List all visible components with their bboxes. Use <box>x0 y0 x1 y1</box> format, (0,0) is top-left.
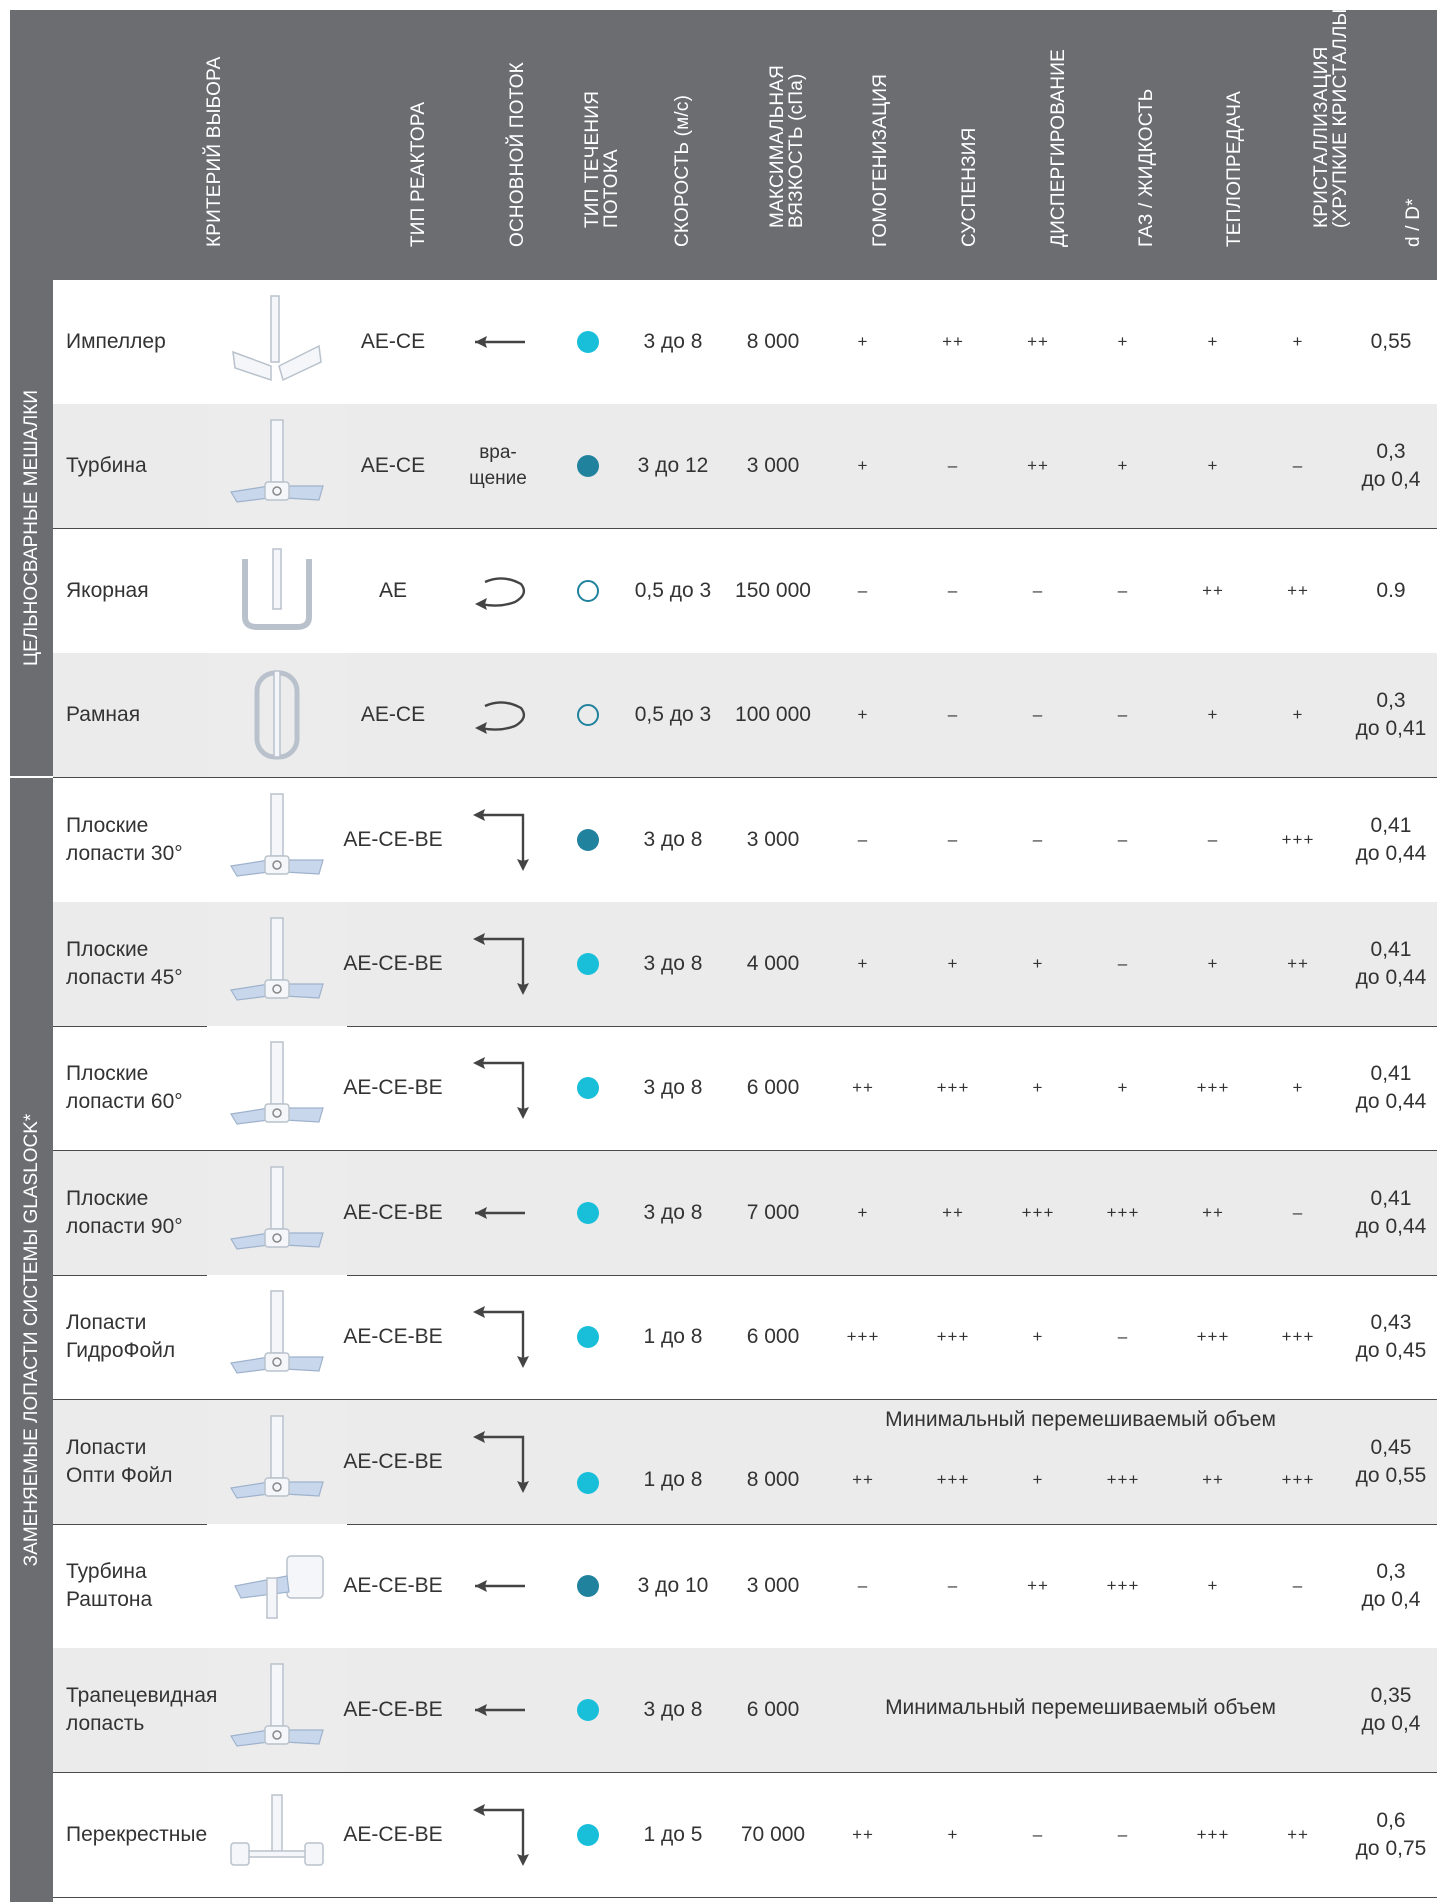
main-flow: вра- щение <box>469 442 527 490</box>
homogenization-rating: + <box>857 1202 869 1222</box>
transition-flow-dot <box>577 1575 599 1597</box>
table-row <box>53 778 1437 903</box>
main-flow <box>448 902 548 1026</box>
group-glaslock: ЗАМЕНЯЕМЫЕ ЛОПАСТИ СИСТЕМЫ GLASLOCK* <box>10 778 53 1902</box>
header-suspension: СУСПЕНЗИЯ <box>959 127 980 247</box>
crystallization-rating: – <box>1292 456 1304 476</box>
heat-transfer-rating: – <box>1207 829 1219 849</box>
dispersion-rating: + <box>1032 1078 1044 1098</box>
optifoil-icon <box>227 1412 327 1512</box>
heat-transfer-rating: +++ <box>1196 1327 1230 1347</box>
agitator-name: Якорная <box>66 578 149 602</box>
suspension-rating: ++ <box>942 332 964 351</box>
group-welded: ЦЕЛЬНОСВАРНЫЕ МЕШАЛКИ <box>10 280 53 778</box>
flow-type-indicator <box>563 1524 613 1648</box>
agitator-name: Турбина <box>66 454 147 478</box>
flow-type-indicator <box>563 1400 613 1524</box>
ratio-value: 0,55 <box>1370 330 1412 353</box>
main-flow <box>448 280 548 404</box>
ratio-value: 0,3 до 0,41 <box>1355 689 1427 741</box>
suspension-rating: ++ <box>942 1202 964 1222</box>
crystallization-rating: + <box>1292 332 1304 351</box>
main-flow <box>448 1524 548 1648</box>
reactor-type: AE-CE-BE <box>343 827 443 851</box>
agitator-name: Плоские лопасти 60° <box>66 1062 183 1114</box>
viscosity-value: 3 000 <box>746 827 800 851</box>
flow-type-indicator <box>563 1773 613 1897</box>
reactor-type: AE-CE <box>360 330 426 353</box>
agitator-image <box>207 1648 347 1772</box>
homogenization-rating: + <box>857 954 869 973</box>
reactor-type: AE-CE-BE <box>343 1698 443 1722</box>
table-row <box>53 280 1437 405</box>
radial-flow-icon <box>463 1675 533 1745</box>
ratio-value: 0,35 до 0,4 <box>1361 1684 1421 1736</box>
agitator-image <box>207 1524 347 1648</box>
agitator-name: Лопасти ГидроФойл <box>66 1311 176 1363</box>
gas-liquid-rating: – <box>1117 1824 1129 1844</box>
suspension-rating: – <box>947 1576 959 1595</box>
flow-type-indicator <box>563 778 613 902</box>
crystallization-rating: ++ <box>1287 580 1309 600</box>
reactor-type: AE-CE <box>360 703 426 727</box>
speed-value: 0,5 до 3 <box>634 578 712 602</box>
ratio-value: 0,41 до 0,44 <box>1355 938 1427 989</box>
reactor-type: AE <box>378 578 407 602</box>
crystallization-rating: +++ <box>1281 1469 1315 1489</box>
crystallization-rating: +++ <box>1281 829 1315 849</box>
speed-value: 1 до 5 <box>643 1822 703 1846</box>
viscosity-value: 6 000 <box>746 1698 800 1722</box>
header-speed: СКОРОСТЬ (м/с) <box>672 94 693 247</box>
reactor-type: AE-CE-BE <box>343 1325 443 1349</box>
heat-transfer-rating: + <box>1207 456 1219 476</box>
turbine-icon <box>227 416 327 516</box>
ratio-value: 0.9 <box>1376 578 1406 602</box>
reactor-type: AE-CE-BE <box>343 1822 443 1846</box>
agitator-image <box>207 1026 347 1150</box>
speed-value: 3 до 8 <box>643 1076 703 1100</box>
radial-flow-icon <box>463 1551 533 1621</box>
laminar-flow-dot <box>577 580 599 602</box>
dispersion-rating: – <box>1032 580 1044 600</box>
agitator-name: Плоские лопасти 30° <box>66 813 183 865</box>
agitator-image <box>207 529 347 653</box>
agitator-name: Турбина Раштона <box>66 1560 153 1611</box>
axial-radial-flow-icon <box>463 1800 533 1870</box>
homogenization-rating: – <box>857 829 869 849</box>
homogenization-rating: + <box>857 705 869 725</box>
rushton-icon <box>227 1536 327 1636</box>
reactor-type: AE-CE-BE <box>343 1200 443 1224</box>
gas-liquid-rating: – <box>1117 580 1129 600</box>
radial-flow-icon <box>463 1178 533 1248</box>
table-row <box>53 1151 1437 1276</box>
agitator-image <box>207 404 347 528</box>
header-crystallization: КРИСТАЛЛИЗАЦИЯ (ХРУПКИЕ КРИСТАЛЛЫ) <box>1311 1 1351 228</box>
agitator-name: Плоские лопасти 45° <box>66 938 183 989</box>
reactor-type: AE-CE-BE <box>343 1574 443 1597</box>
ratio-value: 0,3 до 0,4 <box>1361 1560 1421 1611</box>
gas-liquid-rating: – <box>1117 954 1129 973</box>
homogenization-rating: ++ <box>852 1078 874 1098</box>
speed-value: 0,5 до 3 <box>634 703 712 727</box>
agitator-image <box>207 1275 347 1399</box>
speed-value: 3 до 8 <box>643 952 703 975</box>
dispersion-rating: + <box>1032 1469 1044 1489</box>
table-row <box>53 1026 1437 1151</box>
heat-transfer-rating: +++ <box>1196 1824 1230 1844</box>
agitator-image <box>207 653 347 777</box>
speed-value: 3 до 8 <box>643 1698 703 1722</box>
dispersion-rating: – <box>1032 829 1044 849</box>
gas-liquid-rating: + <box>1117 332 1129 351</box>
axial-radial-flow-icon <box>463 805 533 875</box>
speed-value: 1 до 8 <box>643 1467 703 1491</box>
heat-transfer-rating: + <box>1207 705 1219 725</box>
crystallization-rating: – <box>1292 1576 1304 1595</box>
suspension-rating: +++ <box>936 1078 970 1098</box>
turbulent-flow-dot <box>577 1077 599 1099</box>
cross-icon <box>227 1785 327 1885</box>
blade-60-icon <box>227 1038 327 1138</box>
rotation-flow-icon <box>463 680 533 750</box>
reactor-type: AE-CE <box>360 454 426 478</box>
dispersion-rating: ++ <box>1027 332 1049 351</box>
speed-value: 3 до 8 <box>643 1200 703 1224</box>
flow-type-indicator <box>563 1151 613 1275</box>
agitator-image <box>207 1151 347 1275</box>
transition-flow-dot <box>577 829 599 851</box>
viscosity-value: 6 000 <box>746 1325 800 1349</box>
table-row <box>53 404 1437 529</box>
viscosity-value: 150 000 <box>735 578 811 602</box>
turbulent-flow-dot <box>577 1699 599 1721</box>
viscosity-value: 6 000 <box>746 1076 800 1100</box>
rotation-flow-icon <box>463 556 533 626</box>
speed-value: 3 до 12 <box>637 454 709 478</box>
flow-type-indicator <box>563 1026 613 1150</box>
heat-transfer-rating: ++ <box>1202 580 1224 600</box>
agitator-name: Перекрестные <box>66 1822 208 1846</box>
table-row <box>53 529 1437 654</box>
header-gas-liquid: ГАЗ / ЖИДКОСТЬ <box>1136 88 1157 247</box>
dispersion-rating: ++ <box>1027 1576 1049 1595</box>
dispersion-rating: ++ <box>1027 456 1049 476</box>
agitator-image <box>207 902 347 1026</box>
gas-liquid-rating: – <box>1117 829 1129 849</box>
header-ratio: d / D* <box>1403 198 1424 247</box>
min-volume-note: Минимальный перемешиваемый объем <box>885 1696 1276 1720</box>
suspension-rating: +++ <box>936 1327 970 1347</box>
agitator-name: Импеллер <box>66 330 166 353</box>
heat-transfer-rating: ++ <box>1202 1202 1224 1222</box>
suspension-rating: – <box>947 580 959 600</box>
homogenization-rating: + <box>857 456 869 476</box>
gas-liquid-rating: – <box>1117 705 1129 725</box>
viscosity-value: 3 000 <box>746 454 800 478</box>
main-flow <box>448 1151 548 1275</box>
header-flow-type: ТИП ТЕЧЕНИЯ ПОТОКА <box>582 90 622 228</box>
axial-radial-flow-icon <box>463 1302 533 1372</box>
turbulent-flow-dot <box>577 1202 599 1224</box>
flow-type-indicator <box>563 902 613 1026</box>
header-homogenization: ГОМОГЕНИЗАЦИЯ <box>870 73 891 247</box>
ratio-value: 0,41 до 0,44 <box>1355 1186 1427 1238</box>
header-viscosity: МАКСИМАЛЬНАЯ ВЯЗКОСТЬ (сПа) <box>767 64 807 228</box>
gas-liquid-rating: + <box>1117 456 1129 476</box>
axial-radial-flow-icon <box>463 929 533 999</box>
turbulent-flow-dot <box>577 1824 599 1846</box>
header-heat-transfer: ТЕПЛОПРЕДАЧА <box>1224 91 1245 247</box>
heat-transfer-rating: + <box>1207 954 1219 973</box>
impeller-icon <box>227 292 327 392</box>
turbulent-flow-dot <box>577 953 599 975</box>
radial-flow-icon <box>463 307 533 377</box>
viscosity-value: 70 000 <box>740 1822 806 1846</box>
table-row <box>53 1648 1437 1773</box>
dispersion-rating: + <box>1032 954 1044 973</box>
agitator-image <box>207 1400 347 1524</box>
turbulent-flow-dot <box>577 331 599 353</box>
blade-45-icon <box>227 914 327 1014</box>
gas-liquid-rating: – <box>1117 1327 1129 1347</box>
suspension-rating: +++ <box>936 1469 970 1489</box>
header-dispersion: ДИСПЕРГИРОВАНИЕ <box>1048 49 1069 247</box>
anchor-icon <box>227 541 327 641</box>
gas-liquid-rating: +++ <box>1106 1576 1140 1595</box>
table-row <box>53 1275 1437 1400</box>
dispersion-rating: – <box>1032 1824 1044 1844</box>
agitator-name: Плоские лопасти 90° <box>66 1186 183 1238</box>
viscosity-value: 8 000 <box>746 330 800 353</box>
min-volume-note: Минимальный перемешиваемый объем <box>885 1407 1276 1431</box>
viscosity-value: 4 000 <box>746 952 800 975</box>
main-flow <box>448 1026 548 1150</box>
main-flow <box>448 1773 548 1897</box>
header-reactor-type: ТИП РЕАКТОРА <box>408 101 429 247</box>
laminar-flow-dot <box>577 704 599 726</box>
header-criterion: КРИТЕРИЙ ВЫБОРА <box>204 56 225 247</box>
table-row <box>53 653 1437 778</box>
agitator-image <box>207 778 347 902</box>
heat-transfer-rating: ++ <box>1202 1469 1224 1489</box>
heat-transfer-rating: + <box>1207 332 1219 351</box>
main-flow <box>448 1400 548 1524</box>
main-flow <box>448 653 548 777</box>
axial-radial-flow-icon <box>463 1427 533 1497</box>
viscosity-value: 100 000 <box>735 703 811 727</box>
hydrofoil-icon <box>227 1287 327 1387</box>
main-flow <box>448 529 548 653</box>
heat-transfer-rating: + <box>1207 1576 1219 1595</box>
heat-transfer-rating: +++ <box>1196 1078 1230 1098</box>
agitator-image <box>207 280 347 404</box>
crystallization-rating: – <box>1292 1202 1304 1222</box>
table-row <box>53 1773 1437 1898</box>
agitator-name: Лопасти Опти Фойл <box>66 1435 173 1487</box>
homogenization-rating: ++ <box>852 1824 874 1844</box>
ratio-value: 0,41 до 0,44 <box>1355 813 1427 865</box>
gas-liquid-rating: +++ <box>1106 1469 1140 1489</box>
suspension-rating: – <box>947 829 959 849</box>
dispersion-rating: +++ <box>1021 1202 1055 1222</box>
suspension-rating: – <box>947 705 959 725</box>
axial-radial-flow-icon <box>463 1053 533 1123</box>
ratio-value: 0,3 до 0,4 <box>1361 440 1421 492</box>
homogenization-rating: + <box>857 332 869 351</box>
flow-type-indicator <box>563 529 613 653</box>
table-row <box>53 902 1437 1027</box>
homogenization-rating: ++ <box>852 1469 874 1489</box>
homogenization-rating: – <box>857 1576 869 1595</box>
header-main-flow: ОСНОВНОЙ ПОТОК <box>507 62 528 247</box>
flow-type-indicator <box>563 280 613 404</box>
blade-30-icon <box>227 790 327 890</box>
reactor-type: AE-CE-BE <box>343 1449 443 1473</box>
trapezoid-icon <box>227 1660 327 1760</box>
suspension-rating: + <box>947 1824 959 1844</box>
ratio-value: 0,45 до 0,55 <box>1355 1435 1427 1487</box>
speed-value: 3 до 8 <box>643 827 703 851</box>
homogenization-rating: – <box>857 580 869 600</box>
reactor-type: AE-CE-BE <box>343 1076 443 1100</box>
agitator-name: Рамная <box>66 703 141 727</box>
flow-type-indicator <box>563 1275 613 1399</box>
flow-type-indicator <box>563 1648 613 1772</box>
crystallization-rating: + <box>1292 705 1304 725</box>
crystallization-rating: + <box>1292 1078 1304 1098</box>
main-flow <box>448 1648 548 1772</box>
table-row <box>53 1524 1437 1649</box>
suspension-rating: – <box>947 456 959 476</box>
flow-type-indicator <box>563 404 613 528</box>
flow-type-indicator <box>563 653 613 777</box>
viscosity-value: 7 000 <box>746 1200 800 1224</box>
reactor-type: AE-CE-BE <box>343 952 443 975</box>
viscosity-value: 3 000 <box>746 1574 800 1597</box>
speed-value: 3 до 10 <box>637 1574 709 1597</box>
ratio-value: 0,43 до 0,45 <box>1355 1311 1427 1363</box>
table-row <box>53 1400 1437 1525</box>
main-flow <box>448 778 548 902</box>
agitator-image <box>207 1773 347 1897</box>
turbulent-flow-dot <box>577 1326 599 1348</box>
homogenization-rating: +++ <box>846 1327 880 1347</box>
crystallization-rating: ++ <box>1287 954 1309 973</box>
frame-icon <box>227 665 327 765</box>
dispersion-rating: + <box>1032 1327 1044 1347</box>
suspension-rating: + <box>947 954 959 973</box>
speed-value: 3 до 8 <box>643 330 703 353</box>
table-header <box>10 1 1437 280</box>
transition-flow-dot <box>577 455 599 477</box>
ratio-value: 0,41 до 0,44 <box>1355 1062 1427 1114</box>
viscosity-value: 8 000 <box>746 1467 800 1491</box>
main-flow <box>448 1275 548 1399</box>
crystallization-rating: +++ <box>1281 1327 1315 1347</box>
speed-value: 1 до 8 <box>643 1325 703 1349</box>
dispersion-rating: – <box>1032 705 1044 725</box>
agitator-name: Трапецевидная лопасть <box>66 1684 218 1736</box>
gas-liquid-rating: + <box>1117 1078 1129 1098</box>
ratio-value: 0,6 до 0,75 <box>1355 1808 1427 1860</box>
turbulent-flow-dot <box>577 1472 599 1494</box>
blade-90-icon <box>227 1163 327 1263</box>
gas-liquid-rating: +++ <box>1106 1202 1140 1222</box>
crystallization-rating: ++ <box>1287 1824 1309 1844</box>
